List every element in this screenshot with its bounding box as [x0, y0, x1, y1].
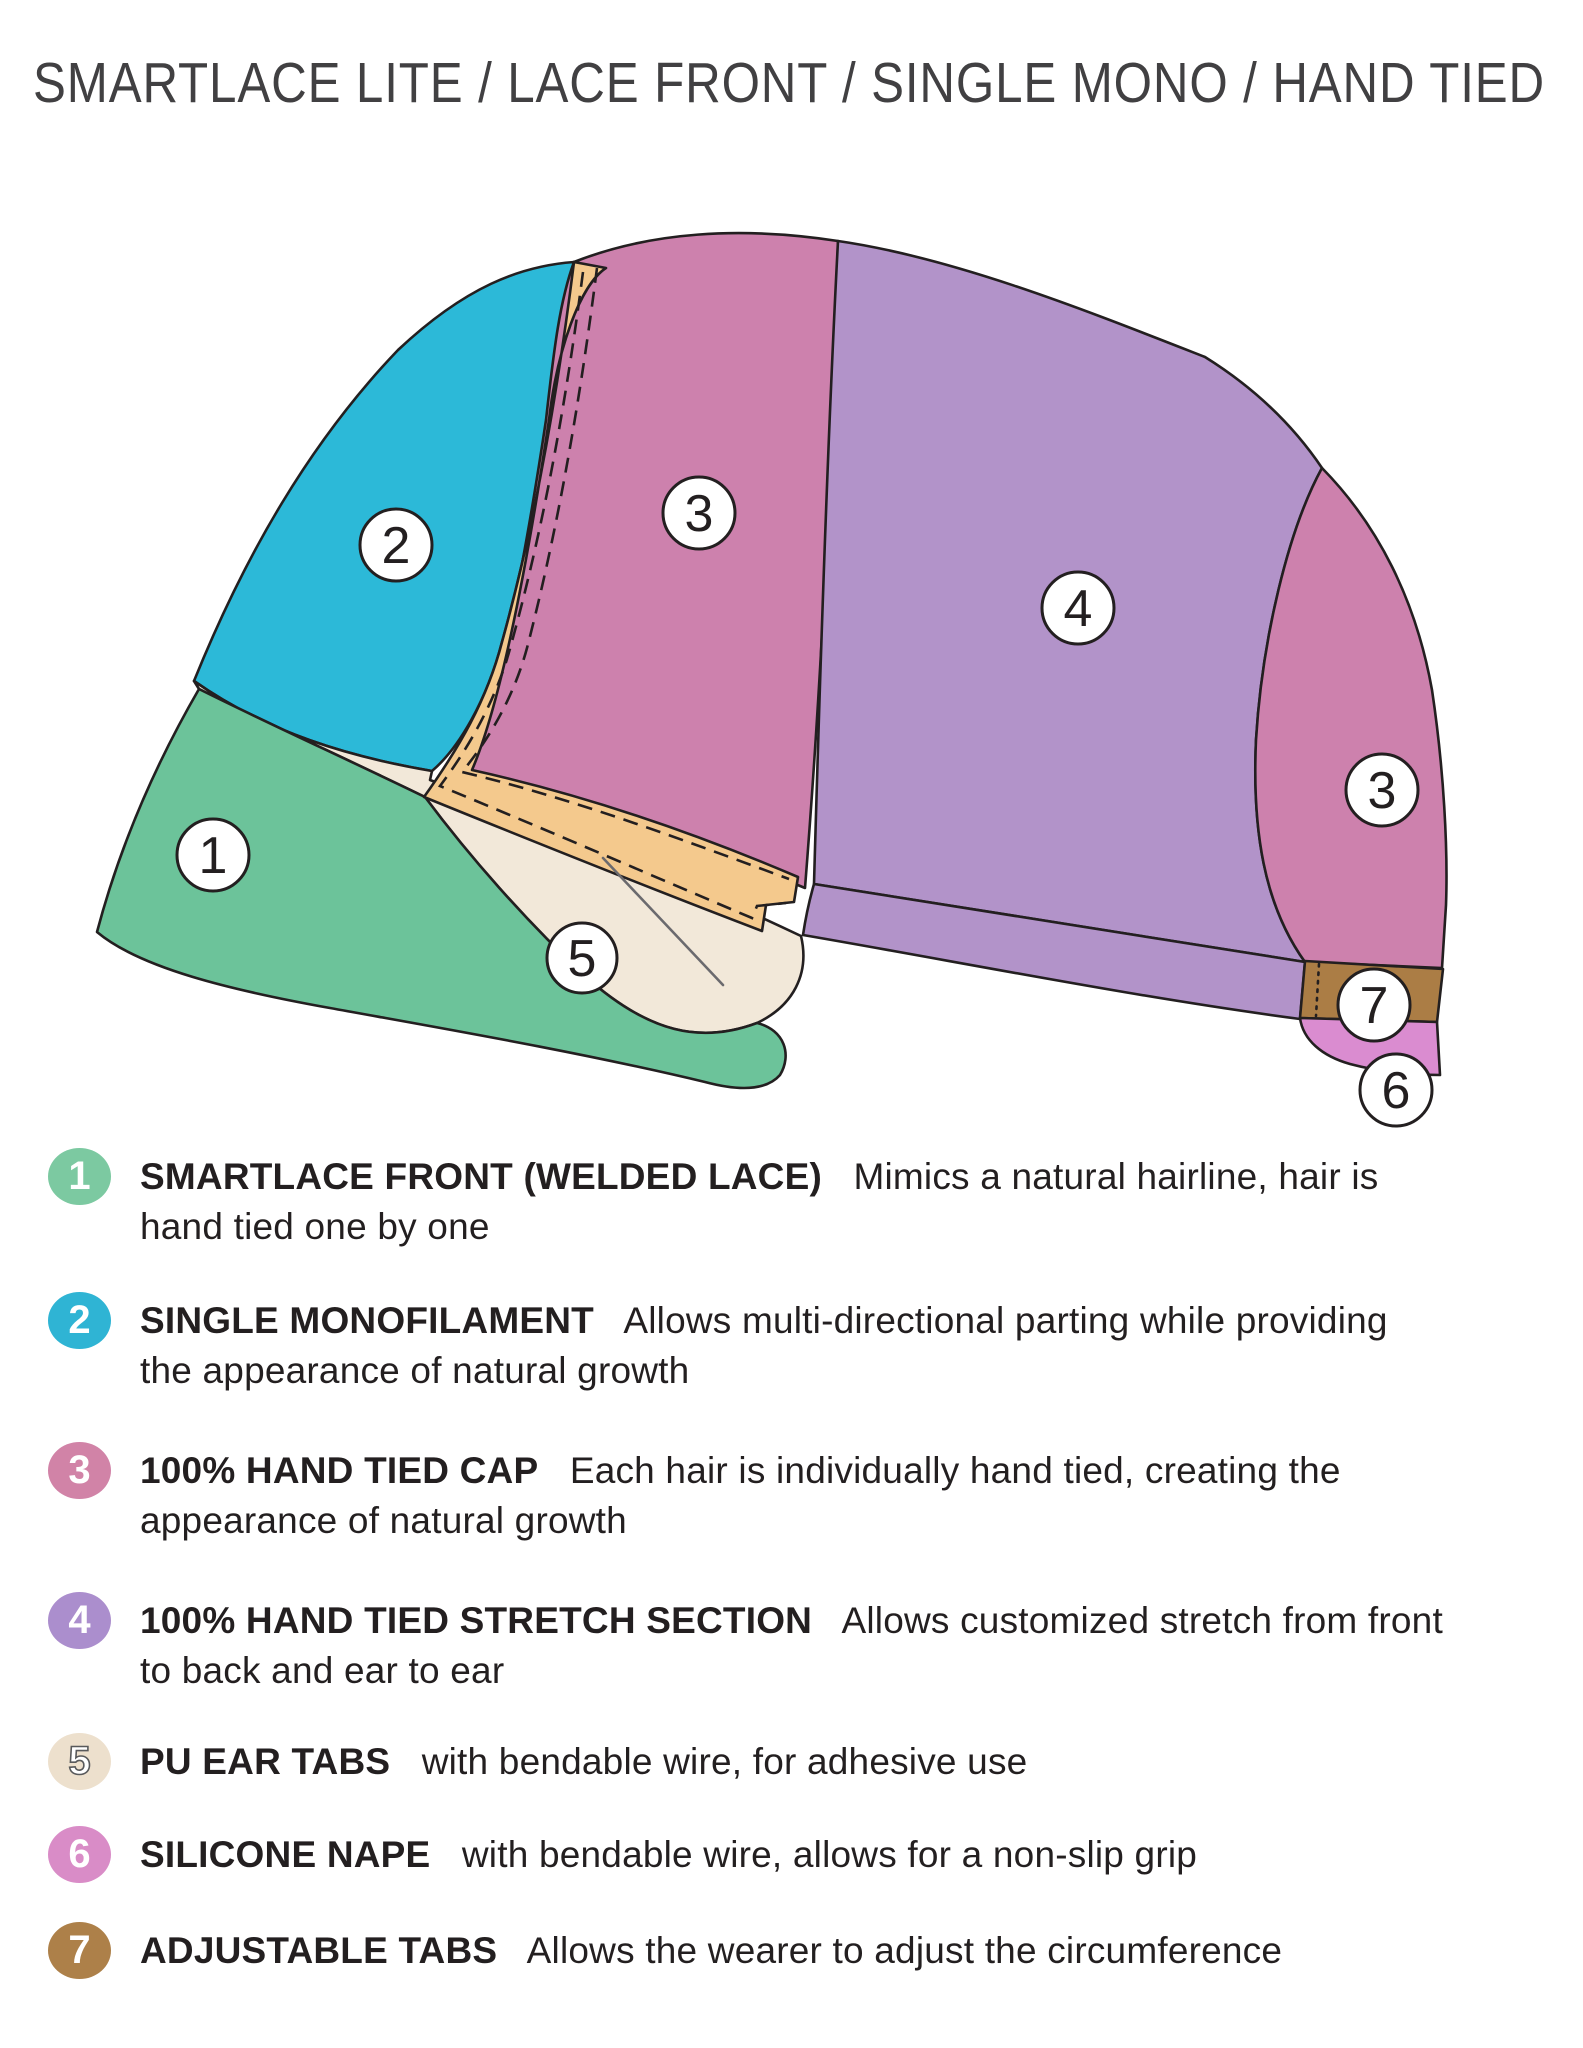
svg-text:3: 3: [684, 485, 714, 543]
legend-description: Allows customized stretch from front to back and ear to ear: [140, 1600, 1443, 1691]
diagram-layers: [97, 233, 1446, 1126]
legend-description: Allows multi-directional parting while providing the appearance of natural growth: [140, 1300, 1388, 1391]
legend-badge-1: 1: [48, 1148, 111, 1205]
legend-description: with bendable wire, allows for a non-slip grip: [461, 1834, 1198, 1875]
diagram-badge-3-front: [663, 477, 735, 549]
legend-description: with bendable wire, for adhesive use: [421, 1741, 1028, 1782]
legend-item-adjustable-tabs: [48, 1926, 1448, 1976]
legend-item-single-monofilament: [48, 1296, 1448, 1396]
legend-badge-6: 6: [48, 1826, 111, 1883]
svg-text:2: 2: [381, 517, 411, 575]
legend-badge-4: 4: [48, 1592, 111, 1649]
svg-text:5: 5: [567, 930, 597, 988]
svg-text:4: 4: [1063, 580, 1093, 638]
svg-text:6: 6: [1381, 1062, 1411, 1120]
legend-description: Each hair is individually hand tied, creating the appearance of natural growth: [140, 1450, 1341, 1541]
diagram-badge-3-back: [1346, 754, 1418, 826]
legend-label: SILICONE NAPE: [140, 1834, 431, 1875]
legend-badge-3: 3: [48, 1442, 111, 1499]
legend-badge-5: 5: [48, 1733, 111, 1790]
diagram-badge-4: [1042, 572, 1114, 644]
svg-text:3: 3: [1367, 762, 1397, 820]
diagram-badge-2: [360, 509, 432, 581]
legend-item-silicone-nape: [48, 1830, 1448, 1880]
legend-label: 100% HAND TIED CAP: [140, 1450, 539, 1491]
legend-description: Allows the wearer to adjust the circumference: [526, 1930, 1283, 1971]
diagram-badge-5: [547, 923, 617, 993]
svg-text:1: 1: [198, 827, 228, 885]
diagram-badge-6: [1360, 1054, 1432, 1126]
legend-label: ADJUSTABLE TABS: [140, 1930, 498, 1971]
legend-item-smartlace-front: [48, 1152, 1448, 1252]
legend-item-stretch-section: [48, 1596, 1448, 1696]
legend-label: SINGLE MONOFILAMENT: [140, 1300, 594, 1341]
legend-label: SMARTLACE FRONT (WELDED LACE): [140, 1156, 823, 1197]
legend-item-hand-tied-cap: [48, 1446, 1448, 1546]
legend-badge-7: 7: [48, 1922, 111, 1979]
legend-description: Mimics a natural hairline, hair is hand tied one by one: [140, 1156, 1379, 1247]
legend-item-pu-ear-tabs: [48, 1737, 1448, 1787]
diagram-badge-7: [1338, 969, 1410, 1041]
page-title: SMARTLACE LITE / LACE FRONT / SINGLE MONO / HAND TIED: [33, 51, 1545, 115]
legend-label: 100% HAND TIED STRETCH SECTION: [140, 1600, 813, 1641]
legend-badge-2: 2: [48, 1292, 111, 1349]
svg-text:7: 7: [1359, 977, 1389, 1035]
legend-label: PU EAR TABS: [140, 1741, 391, 1782]
diagram-badge-1: [177, 819, 249, 891]
